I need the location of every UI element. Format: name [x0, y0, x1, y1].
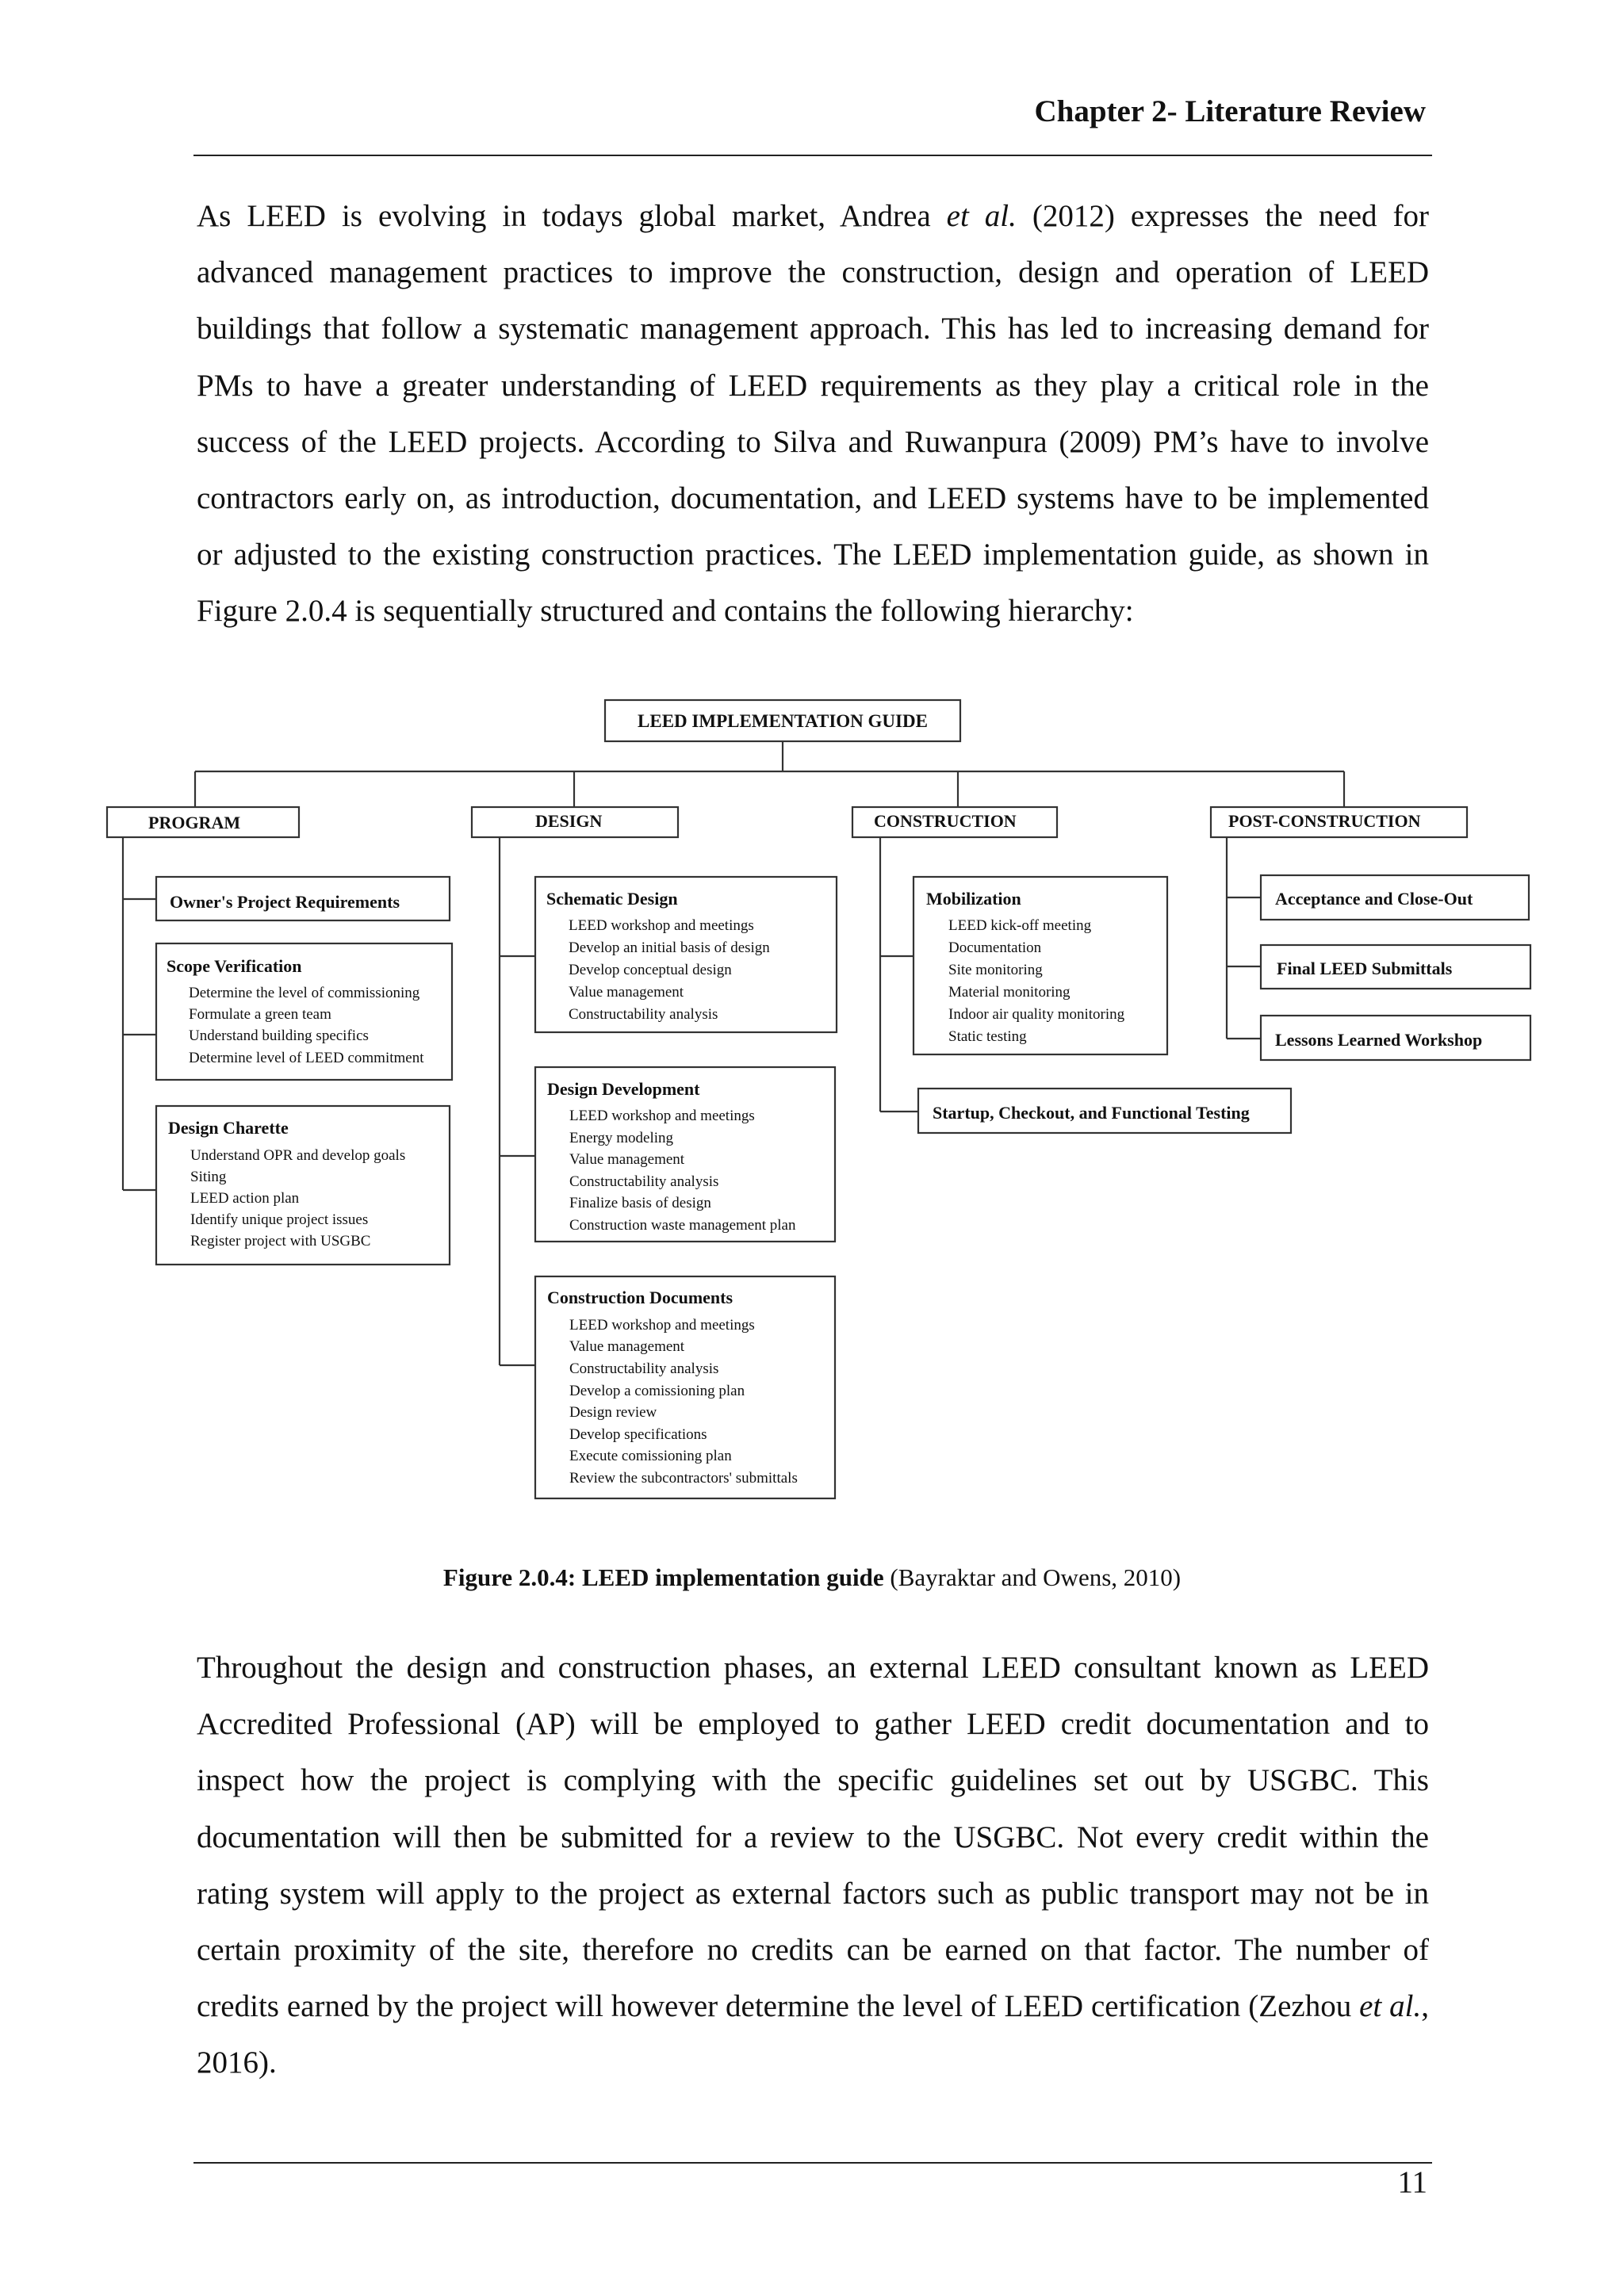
phase-post-construction	[1211, 807, 1467, 837]
scope-item: Understand building specifics	[189, 1027, 369, 1044]
schematic-item: LEED workshop and meetings	[569, 917, 754, 934]
figure-caption-source: (Bayraktar and Owens, 2010)	[883, 1563, 1182, 1591]
paragraph-1-italic: et al.	[946, 199, 1017, 233]
documents-item: Develop a comissioning plan	[569, 1383, 745, 1399]
charette-item: LEED action plan	[190, 1190, 300, 1207]
development-item: Value management	[569, 1151, 685, 1168]
box-acceptance-close-out	[1261, 875, 1529, 920]
mobilization-item: Indoor air quality monitoring	[948, 1006, 1125, 1023]
mobilization-item: Site monitoring	[948, 962, 1043, 978]
charette-item: Identify unique project issues	[190, 1211, 369, 1228]
schematic-title: Schematic Design	[546, 889, 678, 909]
schematic-item: Develop conceptual design	[569, 962, 732, 978]
phase-design	[472, 807, 678, 837]
mobilization-item: Documentation	[948, 939, 1042, 956]
charette-item: Register project with USGBC	[190, 1233, 371, 1249]
development-item: Constructability analysis	[569, 1173, 719, 1190]
phase-program-label: PROGRAM	[148, 813, 241, 832]
paragraph-1-text-b: (2012) expresses the need for advanced management practices to improve the construction, design and operation of LEED buildings that follow a systematic management approach. This has led to increasing demand for PMs to have a greater understanding of LEED requirements as they play a critical role in the success of the LEED projects. According to Silva and Ruwanpura (2009) PM’s have to involve contractors early on, as introduction, documentation, and LEED systems have to be implemented or adjusted to the existing construction practices. The LEED implementation guide, as shown in Figure 2.0.4 is sequentially structured and contains the following hierarchy:	[197, 199, 1429, 629]
schematic-item: Value management	[569, 984, 684, 1001]
figure-caption	[0, 1563, 1624, 1592]
mobilization-item: Material monitoring	[948, 984, 1071, 1001]
box-lessons-learned-workshop	[1261, 1016, 1530, 1060]
development-item: Construction waste management plan	[569, 1217, 796, 1234]
paragraph-2-text-a: Throughout the design and construction phases, an external LEED consultant known as LEED Accredited Professional (AP) will be employed to gather LEED credit documentation and to inspect how the project is complying with the specific guidelines set out by USGBC. This documentation will then be submitted for a review to the USGBC. Not every credit within the rating system will apply to the project as external factors such as public transport may not be in certain proximity of the site, therefore no credits can be earned on that factor. The number of credits earned by the project will however determine the level of LEED certification (Zezhou	[197, 1651, 1429, 2024]
box-design-charette	[156, 1106, 450, 1265]
scope-item: Formulate a green team	[189, 1006, 331, 1023]
charette-title: Design Charette	[168, 1118, 289, 1138]
scope-item: Determine the level of commissioning	[189, 985, 420, 1001]
documents-title: Construction Documents	[547, 1288, 733, 1307]
phase-construction	[852, 807, 1057, 837]
development-title: Design Development	[547, 1079, 700, 1099]
box-mobilization	[914, 877, 1167, 1054]
box-schematic-design	[535, 877, 837, 1032]
schematic-item: Constructability analysis	[569, 1006, 718, 1023]
documents-item: Develop specifications	[569, 1426, 707, 1443]
box-scope-verification	[156, 943, 452, 1080]
charette-item: Siting	[190, 1169, 227, 1185]
documents-item: Constructability analysis	[569, 1360, 719, 1377]
final-label: Final LEED Submittals	[1277, 959, 1453, 978]
paragraph-2	[197, 1640, 1429, 2091]
documents-item: Execute comissioning plan	[569, 1448, 732, 1464]
chapter-header: Chapter 2- Literature Review	[1034, 94, 1426, 128]
box-owners-project-requirements	[156, 877, 450, 920]
phase-post-construction-label: POST-CONSTRUCTION	[1228, 811, 1421, 831]
lessons-label: Lessons Learned Workshop	[1275, 1030, 1483, 1050]
documents-item: Review the subcontractors' submittals	[569, 1470, 798, 1487]
scope-title: Scope Verification	[167, 956, 302, 976]
mobilization-item: Static testing	[948, 1028, 1027, 1045]
scope-item: Determine level of LEED commitment	[189, 1050, 424, 1066]
phase-construction-label: CONSTRUCTION	[874, 811, 1017, 831]
schematic-item: Develop an initial basis of design	[569, 939, 770, 956]
mobilization-item: LEED kick-off meeting	[948, 917, 1092, 934]
documents-item: Design review	[569, 1404, 657, 1421]
phase-design-label: DESIGN	[535, 811, 603, 831]
box-final-leed-submittals	[1261, 945, 1530, 989]
charette-item: Understand OPR and develop goals	[190, 1147, 406, 1164]
documents-item: Value management	[569, 1338, 685, 1355]
development-item: LEED workshop and meetings	[569, 1108, 755, 1124]
root-box	[605, 700, 960, 741]
development-item: Energy modeling	[569, 1130, 674, 1146]
paragraph-1-text-a: As LEED is evolving in todays global market, Andrea	[197, 199, 947, 233]
paragraph-2-text-b: , 2016).	[197, 1989, 1430, 2080]
phase-program	[107, 807, 299, 837]
acceptance-label: Acceptance and Close-Out	[1275, 889, 1473, 909]
box-construction-documents	[535, 1276, 835, 1498]
mobilization-title: Mobilization	[926, 889, 1021, 909]
box-design-development	[535, 1067, 835, 1242]
documents-item: LEED workshop and meetings	[569, 1317, 755, 1334]
figure-caption-bold: Figure 2.0.4: LEED implementation guide	[442, 1563, 884, 1591]
paragraph-2-italic: et al.	[1359, 1989, 1422, 2024]
box-startup-checkout	[918, 1089, 1291, 1133]
footer-rule	[193, 2162, 1432, 2164]
root-label: LEED IMPLEMENTATION GUIDE	[638, 711, 928, 731]
page-number: 11	[1397, 2165, 1427, 2199]
startup-label: Startup, Checkout, and Functional Testing	[933, 1103, 1250, 1123]
opr-label: Owner's Project Requirements	[170, 892, 400, 912]
development-item: Finalize basis of design	[569, 1195, 711, 1211]
